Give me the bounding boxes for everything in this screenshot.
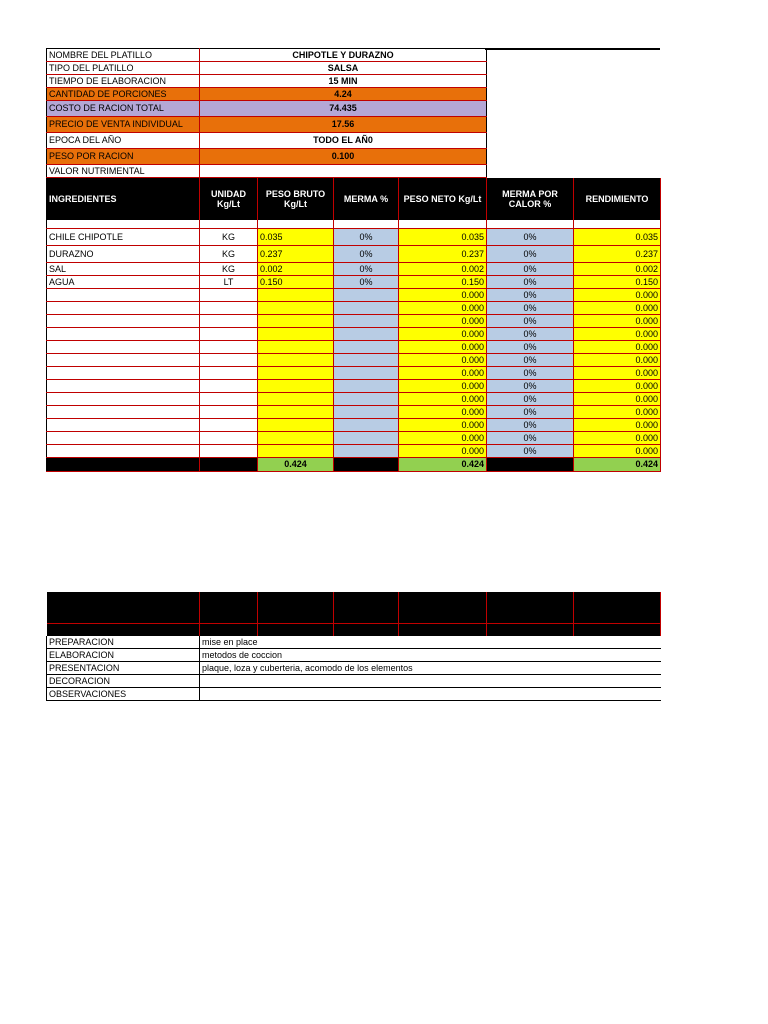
- ingredient-merma: 0%: [334, 263, 399, 276]
- recipe-sheet: [46, 48, 660, 472]
- info-row: [47, 75, 487, 88]
- ingredient-rendimiento: 0.000: [574, 419, 661, 432]
- ingredient-merma-calor: 0%: [487, 246, 574, 263]
- ingredient-merma: [334, 289, 399, 302]
- procedure-header-row: [47, 592, 661, 624]
- ingredient-row: [47, 263, 661, 276]
- ingredient-name: [47, 380, 200, 393]
- info-value: CHIPOTLE Y DURAZNO: [200, 49, 487, 62]
- ingredient-peso-bruto: [258, 445, 334, 458]
- ingredient-name: [47, 367, 200, 380]
- info-label: COSTO DE RACION TOTAL: [47, 101, 200, 117]
- ingredient-merma-calor: 0%: [487, 302, 574, 315]
- procedure-table: [46, 592, 661, 701]
- ingredient-unit: [200, 289, 258, 302]
- ingredient-name: [47, 354, 200, 367]
- ingredient-merma: [334, 302, 399, 315]
- info-value: [200, 165, 487, 178]
- ingredient-row: [47, 341, 661, 354]
- ingredient-peso-bruto: [258, 315, 334, 328]
- ingredient-unit: [200, 341, 258, 354]
- ingredient-name: DURAZNO: [47, 246, 200, 263]
- ingredient-merma: 0%: [334, 246, 399, 263]
- ingredient-peso-neto: 0.000: [399, 315, 487, 328]
- ingredient-peso-neto: 0.150: [399, 276, 487, 289]
- procedure-text: plaque, loza y cuberteria, acomodo de los elementos: [200, 662, 661, 675]
- ingredient-peso-neto: 0.000: [399, 419, 487, 432]
- ingredient-rendimiento: 0.000: [574, 406, 661, 419]
- ingredient-merma-calor: 0%: [487, 315, 574, 328]
- ingredient-unit: [200, 367, 258, 380]
- procedure-label: DECORACION: [47, 675, 200, 688]
- ingredient-name: AGUA: [47, 276, 200, 289]
- ingredient-unit: [200, 432, 258, 445]
- ingredient-name: [47, 289, 200, 302]
- info-row: [47, 88, 487, 101]
- ingredient-unit: [200, 328, 258, 341]
- ingredient-unit: [200, 354, 258, 367]
- ingredient-row: [47, 246, 661, 263]
- ingredient-name: [47, 406, 200, 419]
- ingredient-rendimiento: 0.150: [574, 276, 661, 289]
- ingredient-merma: [334, 354, 399, 367]
- total-peso-neto: 0.424: [399, 458, 487, 472]
- info-label: CANTIDAD DE PORCIONES: [47, 88, 200, 101]
- totals-row: [47, 458, 661, 472]
- ingredient-peso-bruto: [258, 419, 334, 432]
- ingredient-row: [47, 380, 661, 393]
- ingredient-rendimiento: 0.000: [574, 289, 661, 302]
- ingredient-peso-bruto: [258, 393, 334, 406]
- ingredient-peso-neto: 0.002: [399, 263, 487, 276]
- procedure-bar-row: [47, 624, 661, 637]
- ingredient-row: [47, 406, 661, 419]
- info-row: [47, 165, 487, 178]
- procedure-row: [47, 688, 661, 701]
- total-rendimiento: 0.424: [574, 458, 661, 472]
- header-rendimiento: RENDIMIENTO: [574, 178, 661, 220]
- dish-info-table: [46, 48, 487, 178]
- ingredient-rendimiento: 0.000: [574, 302, 661, 315]
- procedure-row: [47, 649, 661, 662]
- ingredient-peso-bruto: [258, 341, 334, 354]
- ingredient-name: [47, 419, 200, 432]
- procedure-row: [47, 675, 661, 688]
- ingredient-merma-calor: 0%: [487, 263, 574, 276]
- info-label: PRECIO DE VENTA INDIVIDUAL: [47, 117, 200, 133]
- ingredient-peso-bruto: 0.237: [258, 246, 334, 263]
- ingredient-row: [47, 302, 661, 315]
- ingredient-peso-bruto: [258, 354, 334, 367]
- ingredient-peso-bruto: 0.002: [258, 263, 334, 276]
- ingredient-merma: [334, 432, 399, 445]
- header-peso-bruto: PESO BRUTO Kg/Lt: [258, 178, 334, 220]
- ingredient-unit: KG: [200, 229, 258, 246]
- ingredient-peso-bruto: [258, 302, 334, 315]
- ingredient-name: [47, 302, 200, 315]
- ingredient-merma-calor: 0%: [487, 276, 574, 289]
- ingredient-peso-bruto: [258, 367, 334, 380]
- ingredient-merma: [334, 315, 399, 328]
- ingredient-peso-bruto: [258, 380, 334, 393]
- ingredient-peso-neto: 0.000: [399, 380, 487, 393]
- ingredient-name: [47, 393, 200, 406]
- ingredient-merma: [334, 380, 399, 393]
- procedure-label: OBSERVACIONES: [47, 688, 200, 701]
- info-value: 15 MIN: [200, 75, 487, 88]
- procedure-text: mise en place: [200, 636, 661, 649]
- ingredient-peso-neto: 0.000: [399, 289, 487, 302]
- info-row: [47, 149, 487, 165]
- ingredient-merma-calor: 0%: [487, 341, 574, 354]
- ingredient-name: [47, 445, 200, 458]
- ingredient-merma-calor: 0%: [487, 419, 574, 432]
- ingredient-rendimiento: 0.000: [574, 328, 661, 341]
- ingredient-unit: KG: [200, 263, 258, 276]
- ingredient-row: [47, 367, 661, 380]
- info-row: [47, 62, 487, 75]
- ingredient-row: [47, 393, 661, 406]
- ingredient-row: [47, 289, 661, 302]
- ingredient-merma: 0%: [334, 229, 399, 246]
- ingredient-peso-neto: 0.000: [399, 406, 487, 419]
- ingredient-rendimiento: 0.035: [574, 229, 661, 246]
- ingredient-merma-calor: 0%: [487, 445, 574, 458]
- procedure-label: PRESENTACION: [47, 662, 200, 675]
- ingredient-row: [47, 229, 661, 246]
- info-value: TODO EL AÑ0: [200, 133, 487, 149]
- info-value: SALSA: [200, 62, 487, 75]
- ingredient-merma: [334, 367, 399, 380]
- ingredient-peso-bruto: [258, 406, 334, 419]
- info-value: 4.24: [200, 88, 487, 101]
- ingredient-rendimiento: 0.000: [574, 367, 661, 380]
- ingredients-table: [46, 178, 661, 472]
- header-merma: MERMA %: [334, 178, 399, 220]
- info-label: TIPO DEL PLATILLO: [47, 62, 200, 75]
- ingredient-merma: 0%: [334, 276, 399, 289]
- ingredient-merma: [334, 445, 399, 458]
- ingredient-merma: [334, 393, 399, 406]
- ingredient-peso-neto: 0.000: [399, 354, 487, 367]
- header-merma-calor: MERMA POR CALOR %: [487, 178, 574, 220]
- ingredient-unit: [200, 406, 258, 419]
- ingredient-unit: KG: [200, 246, 258, 263]
- info-value: 74.435: [200, 101, 487, 117]
- ingredient-peso-bruto: [258, 289, 334, 302]
- ingredient-rendimiento: 0.000: [574, 393, 661, 406]
- ingredient-name: [47, 328, 200, 341]
- procedure-label: ELABORACION: [47, 649, 200, 662]
- ingredient-peso-neto: 0.000: [399, 341, 487, 354]
- info-label: NOMBRE DEL PLATILLO: [47, 49, 200, 62]
- ingredient-merma-calor: 0%: [487, 229, 574, 246]
- ingredient-row: [47, 328, 661, 341]
- ingredient-name: [47, 315, 200, 328]
- ingredient-row: [47, 354, 661, 367]
- ingredient-peso-neto: 0.000: [399, 302, 487, 315]
- header-unidad: UNIDAD Kg/Lt: [200, 178, 258, 220]
- info-label: PESO POR RACION: [47, 149, 200, 165]
- info-row: [47, 49, 487, 62]
- ingredient-merma: [334, 341, 399, 354]
- info-value: 17.56: [200, 117, 487, 133]
- ingredient-peso-neto: 0.000: [399, 393, 487, 406]
- ingredient-peso-neto: 0.237: [399, 246, 487, 263]
- ingredient-unit: [200, 393, 258, 406]
- info-label: VALOR NUTRIMENTAL: [47, 165, 200, 178]
- ingredient-merma-calor: 0%: [487, 367, 574, 380]
- ingredient-rendimiento: 0.000: [574, 354, 661, 367]
- ingredient-merma: [334, 406, 399, 419]
- ingredient-merma-calor: 0%: [487, 432, 574, 445]
- ingredient-unit: [200, 445, 258, 458]
- ingredient-unit: [200, 380, 258, 393]
- ingredient-name: SAL: [47, 263, 200, 276]
- ingredient-name: CHILE CHIPOTLE: [47, 229, 200, 246]
- total-peso-bruto: 0.424: [258, 458, 334, 472]
- ingredient-rendimiento: 0.000: [574, 315, 661, 328]
- info-row: [47, 117, 487, 133]
- ingredient-row: [47, 315, 661, 328]
- ingredient-peso-neto: 0.035: [399, 229, 487, 246]
- info-label: TIEMPO DE ELABORACION: [47, 75, 200, 88]
- ingredient-peso-neto: 0.000: [399, 432, 487, 445]
- procedure-row: [47, 662, 661, 675]
- ingredient-rendimiento: 0.000: [574, 445, 661, 458]
- procedure-text: [200, 675, 661, 688]
- ingredient-merma: [334, 328, 399, 341]
- ingredient-merma-calor: 0%: [487, 393, 574, 406]
- ingredients-header-row: [47, 178, 661, 220]
- ingredient-peso-bruto: 0.035: [258, 229, 334, 246]
- ingredient-row: [47, 419, 661, 432]
- procedure-text: [200, 688, 661, 701]
- ingredient-rendimiento: 0.000: [574, 380, 661, 393]
- spacer-row: [47, 220, 661, 229]
- procedure-row: [47, 636, 661, 649]
- ingredient-name: [47, 341, 200, 354]
- ingredient-merma-calor: 0%: [487, 406, 574, 419]
- ingredient-unit: LT: [200, 276, 258, 289]
- ingredient-rendimiento: 0.237: [574, 246, 661, 263]
- ingredient-peso-neto: 0.000: [399, 445, 487, 458]
- ingredient-row: [47, 432, 661, 445]
- info-row: [47, 101, 487, 117]
- header-ingredientes: INGREDIENTES: [47, 178, 200, 220]
- ingredient-row: [47, 276, 661, 289]
- ingredient-rendimiento: 0.000: [574, 432, 661, 445]
- ingredient-merma: [334, 419, 399, 432]
- info-row: [47, 133, 487, 149]
- ingredient-row: [47, 445, 661, 458]
- info-label: EPOCA DEL AÑO: [47, 133, 200, 149]
- ingredient-rendimiento: 0.002: [574, 263, 661, 276]
- ingredient-peso-bruto: 0.150: [258, 276, 334, 289]
- info-value: 0.100: [200, 149, 487, 165]
- ingredient-rendimiento: 0.000: [574, 341, 661, 354]
- ingredient-peso-bruto: [258, 328, 334, 341]
- procedure-text: metodos de coccion: [200, 649, 661, 662]
- ingredient-unit: [200, 302, 258, 315]
- procedure-label: PREPARACION: [47, 636, 200, 649]
- ingredient-merma-calor: 0%: [487, 289, 574, 302]
- ingredient-peso-bruto: [258, 432, 334, 445]
- ingredient-peso-neto: 0.000: [399, 328, 487, 341]
- ingredient-unit: [200, 419, 258, 432]
- ingredient-peso-neto: 0.000: [399, 367, 487, 380]
- ingredient-merma-calor: 0%: [487, 380, 574, 393]
- ingredient-name: [47, 432, 200, 445]
- header-peso-neto: PESO NETO Kg/Lt: [399, 178, 487, 220]
- ingredient-merma-calor: 0%: [487, 328, 574, 341]
- ingredient-unit: [200, 315, 258, 328]
- ingredient-merma-calor: 0%: [487, 354, 574, 367]
